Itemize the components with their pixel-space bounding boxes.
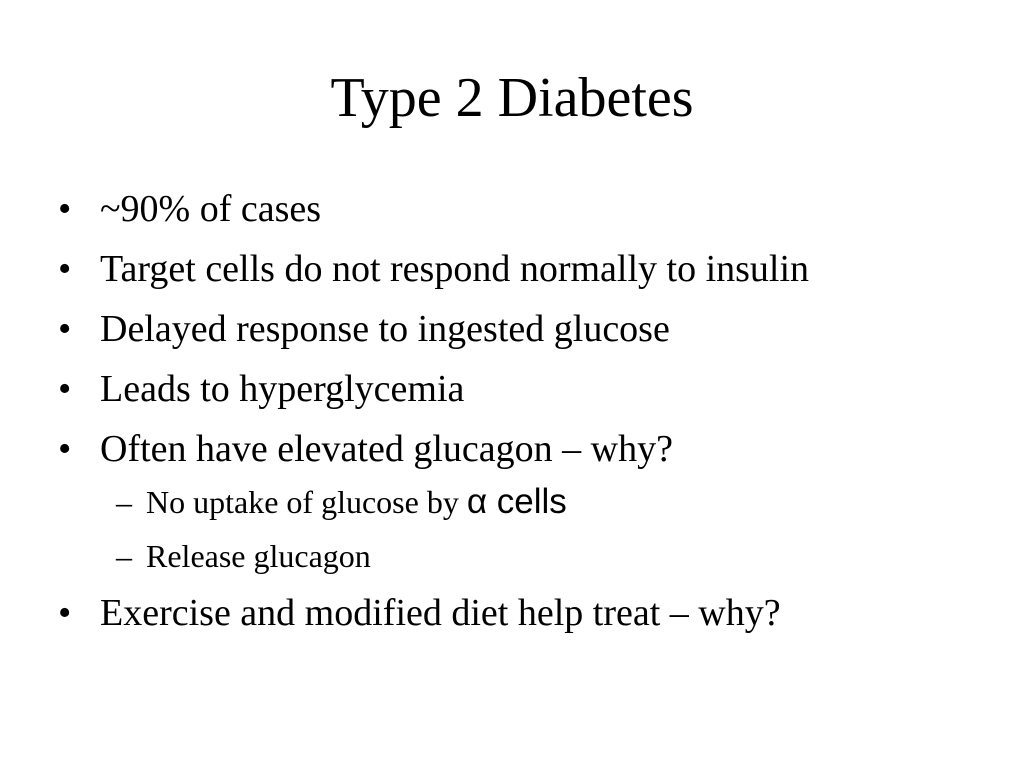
- bullet-item: [58, 306, 998, 352]
- bullet-item: [58, 590, 998, 636]
- sub-bullet-text: No uptake of glucose by: [146, 484, 467, 520]
- bullet-text: Delayed response to ingested glucose: [100, 308, 670, 350]
- bullet-item: [58, 426, 998, 472]
- bullet-marker: •: [58, 248, 72, 290]
- alpha-cells-text: α cells: [466, 482, 567, 521]
- sub-bullet-marker: –: [116, 484, 132, 520]
- bullet-text: ~90% of cases: [100, 188, 322, 230]
- bullet-marker: •: [58, 428, 72, 470]
- sub-bullet-group: [58, 482, 998, 576]
- bullet-text: Target cells do not respond normally to insulin: [100, 248, 810, 290]
- bullet-list: [58, 186, 998, 650]
- slide-title: Type 2 Diabetes: [330, 67, 694, 129]
- bullet-marker: •: [58, 188, 72, 230]
- sub-bullet-text: Release glucagon: [146, 538, 371, 574]
- bullet-marker: •: [58, 368, 72, 410]
- sub-bullet-item: [58, 482, 998, 522]
- bullet-item: [58, 366, 998, 412]
- bullet-marker: •: [58, 308, 72, 350]
- sub-bullet-marker: –: [116, 538, 132, 574]
- bullet-text: Exercise and modified diet help treat – why?: [100, 592, 781, 634]
- bullet-item: [58, 186, 998, 232]
- bullet-marker: •: [58, 592, 72, 634]
- sub-bullet-item: [58, 536, 998, 576]
- bullet-item: [58, 246, 998, 292]
- sub-bullet-list: [58, 482, 998, 576]
- bullet-text: Often have elevated glucagon – why?: [100, 428, 673, 470]
- bullet-text: Leads to hyperglycemia: [100, 368, 465, 410]
